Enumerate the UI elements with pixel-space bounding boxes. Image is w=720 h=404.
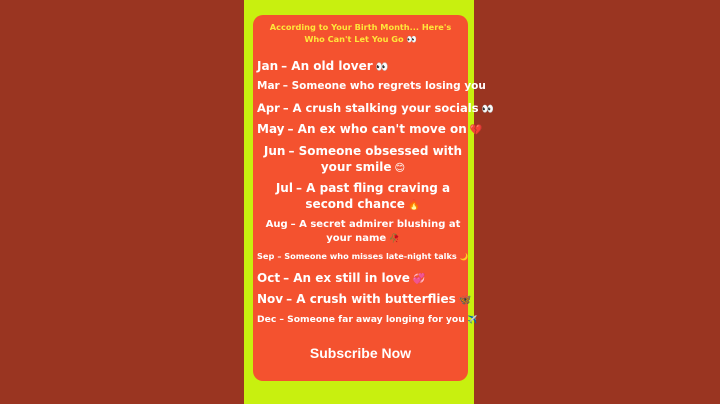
month-label: Dec [257,314,277,325]
list-item-dec [257,314,478,325]
fire-icon: 🔥 [407,200,421,211]
item-text: – Someone who regrets losing you [282,80,486,92]
eyes-icon: 👀 [375,62,388,73]
list-item-oct [257,271,469,285]
list-item-aug [257,218,469,246]
list-item-may [257,122,483,136]
list-item-sep [257,251,469,261]
month-label: Oct [257,271,281,285]
butterfly-icon: 🦋 [458,295,472,306]
item-text: – Someone obsessed with your smile [288,144,463,174]
card-title: According to Your Birth Month... Here's Who Can't Let You Go 👀 [269,22,452,44]
item-text: – A secret admirer blushing at your name [290,219,461,244]
moon-icon: 🌙 [459,253,469,261]
list-item-apr [257,101,493,115]
revolving-hearts-icon: 💞 [412,274,426,285]
month-label: Nov [257,292,284,306]
item-text: – A past fling craving a second chance [295,181,451,211]
item-text: – Someone far away longing for you [279,314,465,325]
item-text: – An ex who can't move on [287,122,467,136]
month-label: Mar [257,80,280,92]
list-item-jul [257,180,469,214]
list-item-jun [257,143,469,177]
item-text: – A crush with butterflies [286,292,456,306]
smiling-face-icon: 😊 [394,163,406,174]
birth-month-card [253,15,493,381]
airplane-icon: ✈️ [467,315,478,324]
eyes-icon: 👀 [481,104,493,115]
wilted-rose-icon: 🥀 [389,234,400,244]
month-label: Jan [257,59,279,73]
month-label: Aug [265,219,288,230]
month-label: Sep [257,251,275,261]
item-text: – A crush stalking your socials [282,101,479,115]
subscribe-button[interactable]: Subscribe Now [309,345,412,361]
list-item-jan [257,59,469,73]
month-label: Jun [263,144,286,158]
list-item-mar [257,80,486,92]
broken-heart-icon: 💔 [469,125,483,136]
item-text: – Someone who misses late-night talks [277,251,457,261]
item-text: – An ex still in love [283,271,410,285]
list-item-nov [257,292,472,306]
month-label: Apr [257,101,280,115]
month-label: May [257,122,285,136]
month-label: Jul [275,181,293,195]
item-text: – An old lover [281,59,373,73]
